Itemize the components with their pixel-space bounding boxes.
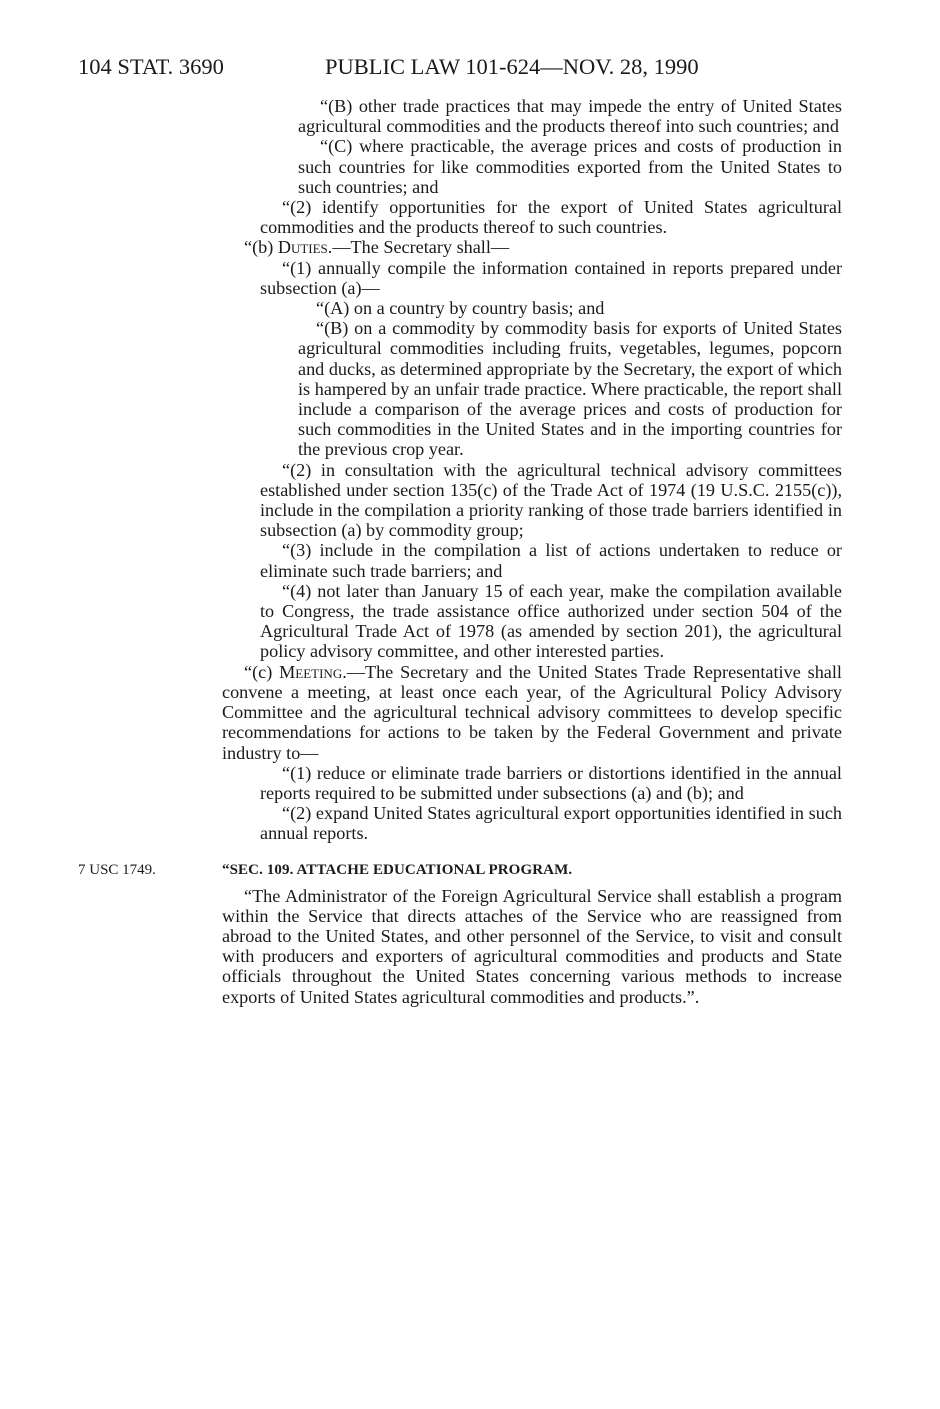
section-109-body: “The Administrator of the Foreign Agricultural Service shall establish a program within the Service that directs attaches of the Service who are reassigned from abroad to the United States, and other personnel of the Service, to visit and consult with producers and exporters of agricultural commodities and products and State officials throughout the United States concerning various methods to increase exports of United States agricultural commodities and products.”.: [222, 885, 842, 1007]
paragraph-b-other-trade-practices: “(B) other trade practices that may impede the entry of United States agricultural commodities and the products thereof into such countries; and: [298, 96, 842, 137]
section-heading-row: [0, 858, 940, 878]
paragraph-1-annually-compile: “(1) annually compile the information contained in reports prepared under subsection (a)—: [260, 257, 842, 298]
paragraph-2-consultation: “(2) in consultation with the agricultural technical advisory committees established under section 135(c) of the Trade Act of 1974 (19 U.S.C. 2155(c)), include in the compilation a priority ranking of those trade barriers identified in subsection (a) by commodity group;: [260, 459, 842, 541]
subsection-c-text: —The Secretary and the United States Trade Representative shall convene a meeting, at least once each year, of the Agricultural Policy Advisory Committee and the agricultural technical advisory committees to develop specific recommendations for actions to be taken by the Federal Government and private industry to—: [222, 661, 842, 763]
subsection-b-duties: [0, 237, 940, 257]
public-law-title: PUBLIC LAW 101-624—NOV. 28, 1990: [325, 54, 699, 79]
document-body: [0, 96, 940, 1007]
usc-margin-note: 7 USC 1749.: [78, 861, 156, 878]
paragraph-4-compilation-available: “(4) not later than January 15 of each year, make the compilation available to Congress, the trade assistance office authorized under section 504 of the Agricultural Trade Act of 1978 (as amended by section 201), the agricultural policy advisory committee, and other interested parties.: [260, 580, 842, 662]
subsection-b-heading: Duties.: [277, 237, 333, 258]
paragraph-2-identify-opportunities: “(2) identify opportunities for the export of United States agricultural commodities and the products thereof to such countries.: [260, 197, 842, 238]
section-109-heading: “SEC. 109. ATTACHE EDUCATIONAL PROGRAM.: [222, 861, 573, 878]
paragraph-b-commodity-basis: “(B) on a commodity by commodity basis for exports of United States agricultural commodities including fruits, vegetables, legumes, popcorn and ducks, as determined appropriate by the Secretary, the export of which is hampered by an unfair trade practice. Where practicable, the report shall include a comparison of the average prices and costs of production for such commodities in the United States and in the importing countries for the previous crop year.: [298, 318, 842, 460]
subsection-b-prefix: “(b): [244, 237, 278, 258]
subsection-c-heading: Meeting.: [279, 661, 347, 682]
subsection-c-prefix: “(c): [244, 661, 280, 682]
statute-page-number: 104 STAT. 3690: [78, 54, 224, 79]
paragraph-1-reduce-barriers: “(1) reduce or eliminate trade barriers or distortions identified in the annual reports required to be submitted under subsections (a) and (b); and: [260, 762, 842, 803]
paragraph-3-list-of-actions: “(3) include in the compilation a list of actions undertaken to reduce or eliminate such trade barriers; and: [260, 540, 842, 581]
paragraph-2-expand-opportunities: “(2) expand United States agricultural export opportunities identified in such annual reports.: [260, 803, 842, 844]
page-header: [0, 50, 940, 84]
paragraph-c-where-practicable: “(C) where practicable, the average prices and costs of production in such countries for like commodities exported from the United States to such countries; and: [298, 136, 842, 197]
subsection-c-meeting: [0, 662, 940, 763]
subsection-b-text: —The Secretary shall—: [332, 237, 510, 258]
paragraph-a-country-basis: “(A) on a country by country basis; and: [316, 298, 605, 319]
